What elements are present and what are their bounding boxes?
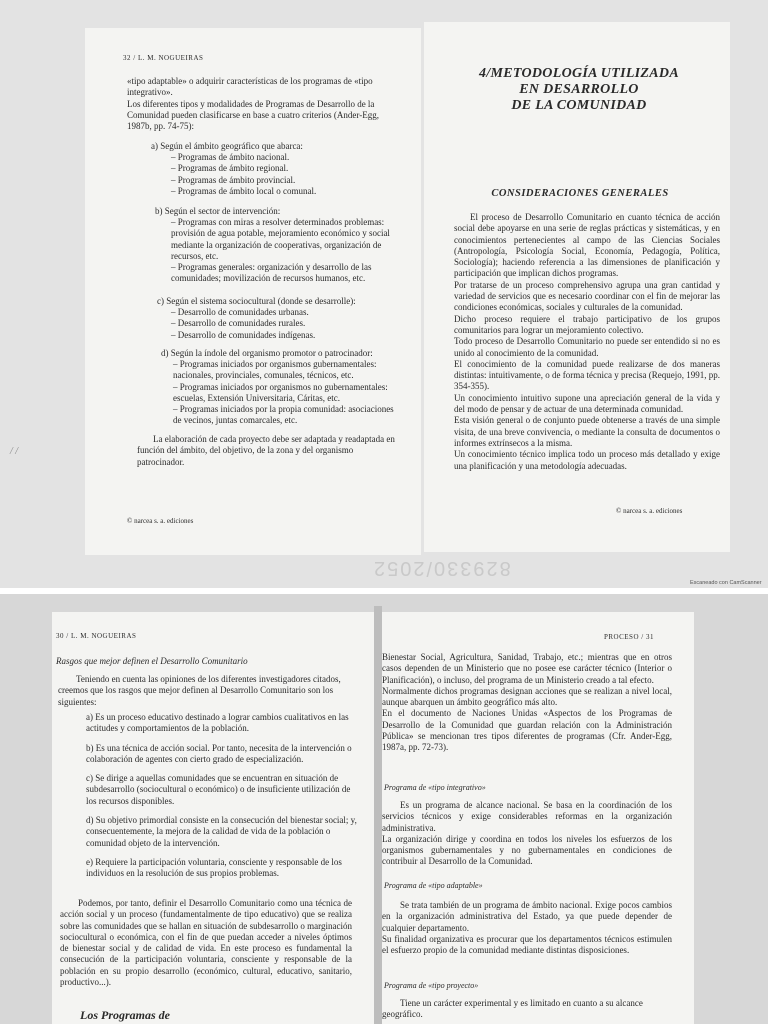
section-subtitle: CONSIDERACIONES GENERALES (491, 188, 669, 199)
list-item: – Programas con miras a resolver determinados problemas: provisión de agua potable, mejoramiento económico y social mediante la organización de cooperativas, organización de recursos, etc. (171, 217, 390, 261)
section-title: Rasgos que mejor definen el Desarrollo Comunitario (56, 656, 248, 666)
closing-paragraph: La elaboración de cada proyecto debe ser adaptada y readaptada en función del ámbito, del objetivo, de la zona y del organismo patrocinador. (137, 434, 395, 467)
intro-paragraph: Teniendo en cuenta las opiniones de los diferentes investigadores citados, creemos que los rasgos que mejor definen al Desarrollo Comunitario son los siguientes: (58, 674, 341, 707)
binding-shadow (374, 606, 382, 1024)
program-paragraph-adaptable: Se trata también de un programa de ámbito nacional. Exige pocos cambios en la organización administrativa del Estado, ya que puede depender de cualquier departamento. Su finalidad organizativa es procurar que los departamentos técnicos estimulen el esfuerzo propio de la comunidad mediante distintas disposiciones. (382, 900, 672, 956)
list-item: – Programas iniciados por organismos gubernamentales: nacionales, provinciales, comunales, técnicos, etc. (173, 359, 377, 381)
list-item: – Programas de ámbito regional. (171, 163, 289, 174)
list-item: b) Es una técnica de acción social. Por tanto, necesita de la intervención o colaboración de agentes con cierto grado de especialización. (86, 742, 352, 764)
scanner-credit: Escaneado con CamScanner (690, 580, 762, 586)
criterion-d-list (173, 359, 403, 427)
publisher-footer: © narcea s. a. ediciones (616, 507, 683, 515)
chapter-title: 4/METODOLOGÍA UTILIZADA EN DESARROLLO DE LA COMUNIDAD (479, 66, 679, 113)
inventory-stamp: 829330/2052 (372, 557, 511, 579)
list-item: e) Requiere la participación voluntaria, consciente y responsable de los individuos en la resolución de sus propios problemas. (86, 856, 342, 879)
list-item: – Programas de ámbito nacional. (171, 152, 290, 162)
list-item: c) Se dirige a aquellas comunidades que se encuentran en situación de subdesarrollo (sociocultural o económico) o de insuficiente utilización de los recursos disponibles. (86, 773, 351, 806)
program-paragraph-integrative: Es un programa de alcance nacional. Se basa en la coordinación de los servicios técnicos y exige considerables reformas en la organización administrativa. La organización dirige y coordina en todos los niveles los esfuerzos de los organismos gubernamentales y no gubernamentales en condiciones de contribuir al Desarrollo de la Comunidad. (382, 800, 672, 867)
list-item: a) Es un proceso educativo destinado a lograr cambios cualitativos en las actitudes y comportamientos de la población. (86, 712, 349, 734)
list-item: – Desarrollo de comunidades rurales. (171, 318, 306, 329)
body-text: El proceso de Desarrollo Comunitario en cuanto técnica de acción social debe apoyarse en una serie de reglas prácticas y sistemáticas, y en conocimientos pertenecientes al campo de las Ciencias Sociales (Antropología, Psicología Social, Economía, Pedagogía, Política, Sociología); haciendo referencia a las dimensiones de planificación y participación que implican dichos programas. Por tratarse de un proceso comprehensivo agrupa una gran cantidad y variedad de servicios que es necesario coordinar con el fin de mejorar las condiciones económicas, sociales y culturales de la comunidad. Dicho proceso requiere el trabajo participativo de los grupos comunitarios para lograr un mejoramiento colectivo. Todo proceso de Desarrollo Comunitario no puede ser entendido si no es unido al conocimiento de la comunidad. El conocimiento de la comunidad puede realizarse de dos maneras distintas: intuitivamente, o de forma técnica y precisa (Requejo, 1991, pp. 354-355). Un conocimiento intuitivo supone una apreciación general de la vida y del modo de pensar y de actuar de una determinada comunidad. Esta visión general o de conjunto puede obtenerse a través de una simple visita, de una breve convivencia, o mediante la consulta de documentos o informes extrínsecos a la misma. Un conocimiento técnico implica todo un proceso más detallado y exige una planificación y una metodología adecuadas. (454, 212, 720, 471)
criterion-d-title: d) Según la índole del organismo promotor o patrocinador: (161, 348, 373, 358)
list-item: – Programas de ámbito local o comunal. (171, 185, 317, 196)
publisher-footer: © narcea s. a. ediciones (127, 517, 194, 525)
traits-list (86, 712, 358, 880)
criterion-c-title: c) Según el sistema sociocultural (donde se desarrolle): (157, 296, 356, 306)
list-item: – Programas iniciados por organismos no gubernamentales: escuelas, Extensión Universitaria, Cáritas, etc. (173, 381, 388, 403)
list-item: – Desarrollo de comunidades indígenas. (171, 329, 316, 340)
top-right-page (424, 22, 730, 552)
program-heading-integrative: Programa de «tipo integrativo» (384, 783, 486, 792)
criterion-a-list (171, 152, 391, 197)
list-item: – Programas iniciados por la propia comunidad: asociaciones de vecinos, juntas comarcales, etc. (173, 404, 394, 426)
bottom-left-page (52, 612, 374, 1024)
page-header: 30 / L. M. NOGUEIRAS (56, 632, 137, 640)
list-item: d) Su objetivo primordial consiste en la consecución del bienestar social; y, consecuentemente, la mejora de la calidad de vida de la población o comunidad objeto de la intervención. (86, 815, 357, 848)
criterion-c-list (171, 307, 397, 341)
program-paragraph-project: Tiene un carácter experimental y es limitado en cuanto a su alcance geográfico. (382, 998, 643, 1020)
criterion-b-list (171, 217, 397, 285)
margin-pencil-mark: / / (10, 446, 19, 457)
page-header: 32 / L. M. NOGUEIRAS (123, 54, 204, 62)
list-item: – Desarrollo de comunidades urbanas. (171, 307, 309, 317)
bottom-heading: Los Programas de (80, 1008, 170, 1022)
definition-paragraph: Podemos, por tanto, definir el Desarrollo Comunitario como una técnica de acción social y un proceso (fundamentalmente de tipo educativo) que se realiza sobre las comunidades que se hallan en situación de subdesarrollo o marginación sociocultural o económica, con el fin de que puedan acceder a niveles óptimos de bienestar social y de calidad de vida. En este proceso es fundamental la consecución de la participación voluntaria, consciente y responsable de la población en su propio desarrollo (económico, cultural, educativo, sanitario, productivo...). (60, 898, 352, 988)
intro-paragraph: «tipo adaptable» o adquirir características de los programas de «tipo integrativo». Los diferentes tipos y modalidades de Programas de Desarrollo de la Comunidad pueden clasificarse en base a cuatro criterios (Ander-Egg, 1987b, pp. 74-75): (127, 76, 379, 132)
program-heading-adaptable: Programa de «tipo adaptable» (384, 881, 483, 890)
criterion-b-title: b) Según el sector de intervención: (155, 206, 281, 216)
list-item: – Programas generales: organización y desarrollo de las comunidades; movilización de recursos humanos, etc. (171, 262, 372, 284)
page-header: PROCESO / 31 (604, 633, 654, 641)
list-item: – Programas de ámbito provincial. (171, 174, 296, 185)
program-heading-project: Programa de «tipo proyecto» (384, 981, 479, 990)
bottom-right-page (382, 612, 694, 1024)
criterion-a-title: a) Según el ámbito geográfico que abarca: (151, 141, 303, 151)
intro-paragraph: Bienestar Social, Agricultura, Sanidad, Trabajo, etc.; mientras que en otros casos dependen de un Ministerio que no posee ese carácter técnico (Interior o Planificación), o incluso, del programa de un Ministerio creado a tal efecto. Normalmente dichos programas designan acciones que se realizan a nivel local, aunque abarquen un ámbito geográfico más alto. En el documento de Naciones Unidas «Aspectos de los Programas de Desarrollo de la Comunidad que guardan relación con la Administración Pública» se mencionan tres tipos diferentes de programas (Cfr. Ander-Egg, 1987a, pp. 72-73). (382, 652, 672, 753)
top-left-page (85, 28, 421, 555)
